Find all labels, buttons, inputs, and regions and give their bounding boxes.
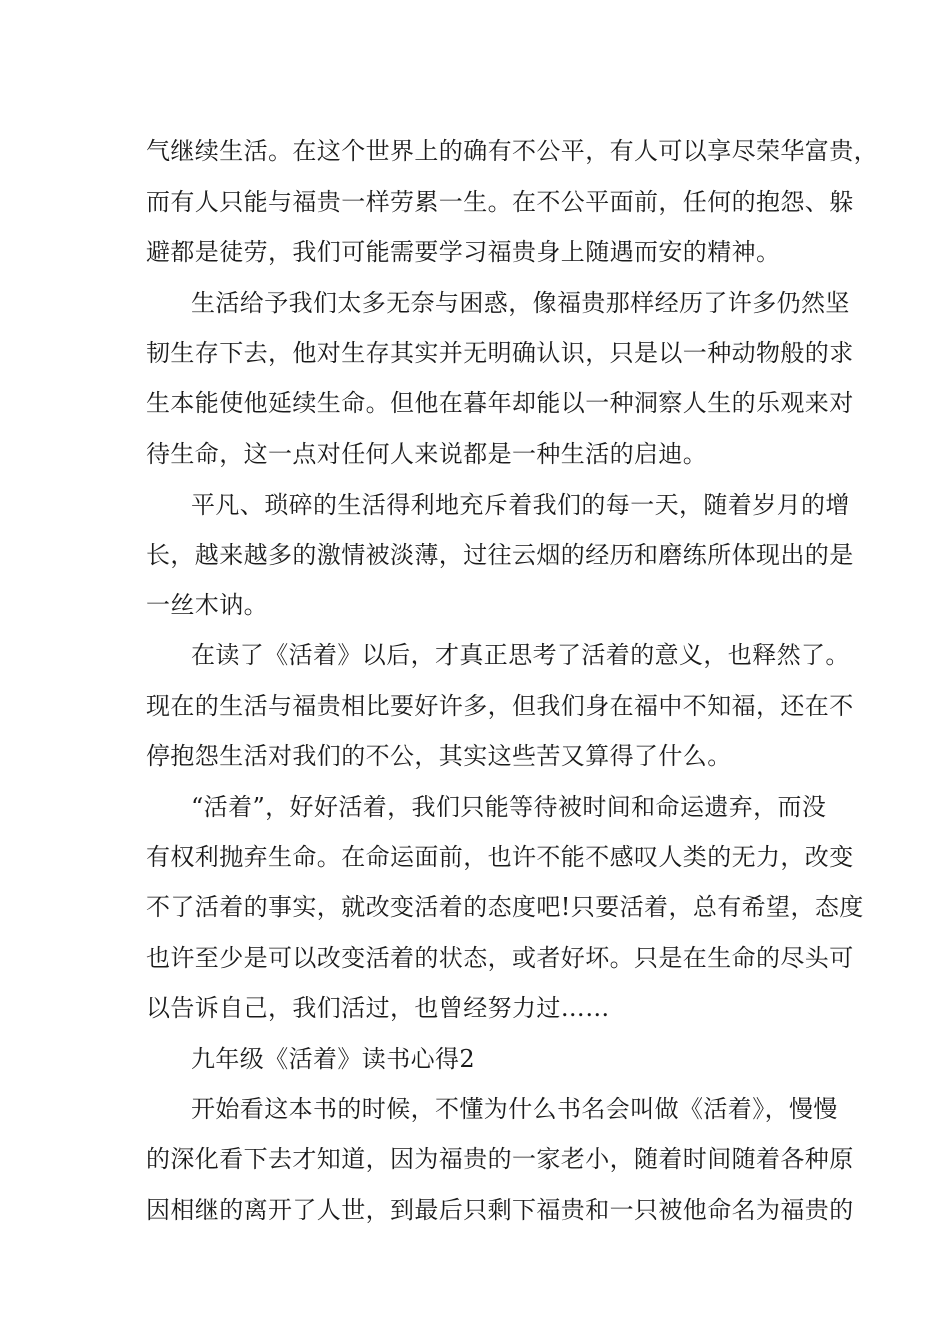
p5-line-2: 有权利抛弃生命。在命运面前，也许不能不感叹人类的无力，改变 <box>146 843 854 871</box>
p6-line-3: 因相继的离开了人世，到最后只剩下福贵和一只被他命名为福贵的 <box>146 1196 854 1224</box>
p2-line-4: 待生命，这一点对任何人来说都是一种生活的启迪。 <box>146 440 708 468</box>
p1-line-1: 气继续生活。在这个世界上的确有不公平，有人可以享尽荣华富贵， <box>146 137 878 165</box>
p6-line-1: 开始看这本书的时候，不懂为什么书名会叫做《活着》，慢慢 <box>191 1095 838 1123</box>
p3-line-3: 一丝木讷。 <box>146 591 268 619</box>
p5-line-1: “活着”，好好活着，我们只能等待被时间和命运遗弃，而没 <box>191 793 827 821</box>
p2-line-3: 生本能使他延续生命。但他在暮年却能以一种洞察人生的乐观来对 <box>146 389 854 417</box>
p4-line-3: 停抱怨生活对我们的不公，其实这些苦又算得了什么。 <box>146 742 732 770</box>
p5-line-5: 以告诉自己，我们活过，也曾经努力过…… <box>146 994 610 1022</box>
p5-line-3: 不了活着的事实，就改变活着的态度吧!只要活着，总有希望，态度 <box>146 893 864 921</box>
p4-line-1: 在读了《活着》以后，才真正思考了活着的意义，也释然了。 <box>191 641 850 669</box>
p2-line-1: 生活给予我们太多无奈与困惑，像福贵那样经历了许多仍然坚 <box>191 289 850 317</box>
p5-line-4: 也许至少是可以改变活着的状态，或者好坏。只是在生命的尽头可 <box>146 944 854 972</box>
p1-line-3: 避都是徒劳，我们可能需要学习福贵身上随遇而安的精神。 <box>146 238 781 266</box>
p3-line-2: 长，越来越多的激情被淡薄，过往云烟的经历和磨练所体现出的是 <box>146 541 854 569</box>
p4-line-2: 现在的生活与福贵相比要好许多，但我们身在福中不知福，还在不 <box>146 692 854 720</box>
section-heading: 九年级《活着》读书心得2 <box>191 1045 476 1073</box>
p2-line-2: 韧生存下去，他对生存其实并无明确认识，只是以一种动物般的求 <box>146 339 854 367</box>
p3-line-1: 平凡、琐碎的生活得利地充斥着我们的每一天，随着岁月的增 <box>191 491 850 519</box>
p6-line-2: 的深化看下去才知道，因为福贵的一家老小，随着时间随着各种原 <box>146 1145 854 1173</box>
p1-line-2: 而有人只能与福贵一样劳累一生。在不公平面前，任何的抱怨、躲 <box>146 188 854 216</box>
